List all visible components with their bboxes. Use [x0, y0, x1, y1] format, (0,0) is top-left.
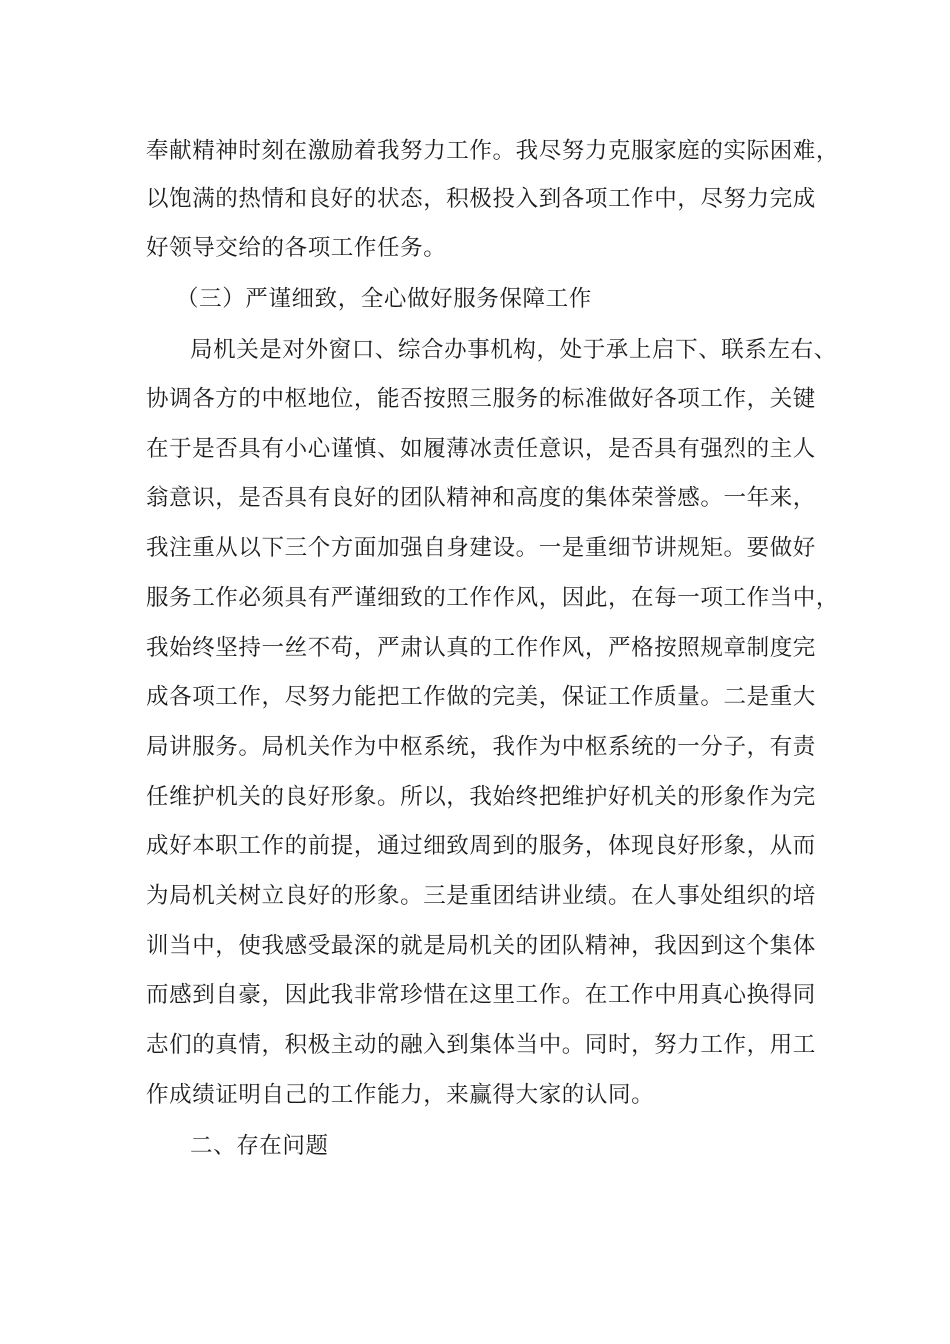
paragraph-line: 志们的真情，积极主动的融入到集体当中。同时，努力工作，用工	[146, 1032, 816, 1058]
paragraph-line: 而感到自豪，因此我非常珍惜在这里工作。在工作中用真心换得同	[146, 982, 816, 1008]
paragraph-line: 局讲服务。局机关作为中枢系统，我作为中枢系统的一分子，有责	[146, 734, 816, 760]
paragraph-line: 我始终坚持一丝不苟，严肃认真的工作作风，严格按照规章制度完	[146, 635, 816, 661]
paragraph-line: 成各项工作，尽努力能把工作做的完美，保证工作质量。二是重大	[146, 684, 816, 710]
paragraph-line: 在于是否具有小心谨慎、如履薄冰责任意识，是否具有强烈的主人	[146, 436, 816, 462]
paragraph-line: 服务工作必须具有严谨细致的工作作风，因此，在每一项工作当中，	[146, 585, 840, 611]
section-heading: 二、存在问题	[190, 1133, 329, 1159]
paragraph-line: 我注重从以下三个方面加强自身建设。一是重细节讲规矩。要做好	[146, 535, 816, 561]
paragraph-line: 以饱满的热情和良好的状态，积极投入到各项工作中，尽努力完成	[146, 186, 816, 212]
paragraph-line: 任维护机关的良好形象。所以，我始终把维护好机关的形象作为完	[146, 784, 816, 810]
paragraph-line: 协调各方的中枢地位，能否按照三服务的标准做好各项工作，关键	[146, 386, 816, 412]
paragraph-line: 作成绩证明自己的工作能力，来赢得大家的认同。	[146, 1082, 655, 1108]
section-heading: （三）严谨细致，全心做好服务保障工作	[176, 286, 592, 312]
paragraph-line: 为局机关树立良好的形象。三是重团结讲业绩。在人事处组织的培	[146, 883, 816, 909]
paragraph-line: 局机关是对外窗口、综合办事机构，处于承上启下、联系左右、	[190, 337, 837, 363]
paragraph-line: 训当中，使我感受最深的就是局机关的团队精神，我因到这个集体	[146, 933, 816, 959]
paragraph-line: 成好本职工作的前提，通过细致周到的服务，体现良好形象，从而	[146, 833, 816, 859]
paragraph-line: 翁意识，是否具有良好的团队精神和高度的集体荣誉感。一年来，	[146, 485, 816, 511]
paragraph-line: 奉献精神时刻在激励着我努力工作。我尽努力克服家庭的实际困难，	[146, 138, 840, 164]
paragraph-line: 好领导交给的各项工作任务。	[146, 235, 447, 261]
